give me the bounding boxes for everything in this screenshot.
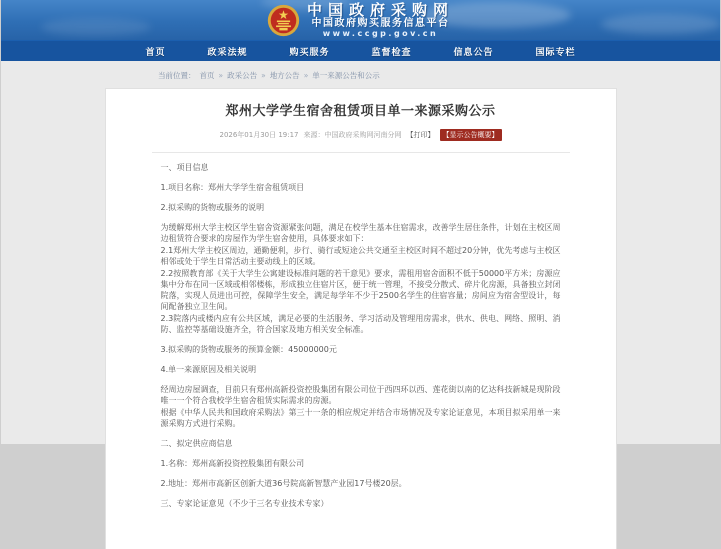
breadcrumb-link[interactable]: 政采公告	[227, 71, 258, 80]
nav-item[interactable]: 购买服务	[289, 47, 330, 58]
title-divider	[152, 152, 570, 153]
article-paragraph: 1.项目名称：郑州大学学生宿舍租赁项目	[160, 183, 305, 192]
article-paragraph: 二、拟定供应商信息	[160, 439, 233, 448]
article-paragraph: 3.拟采购的货物或服务的预算金额：45000000元	[160, 345, 337, 354]
breadcrumb-link[interactable]: 地方公告	[269, 71, 300, 80]
breadcrumb-links	[200, 70, 380, 81]
article-card	[105, 88, 617, 549]
breadcrumb-separator: »	[261, 71, 266, 80]
article-meta	[161, 129, 561, 141]
article-source: 来源：中国政府采购网河南分网	[303, 131, 402, 139]
breadcrumb-label: 当前位置：	[158, 71, 196, 80]
site-title: 中国政府采购网	[306, 0, 454, 19]
nav-item[interactable]: 信息公告	[453, 47, 494, 58]
article-paragraph: 2.3院落内或楼内应有公共区域，满足必要的生活服务、学习活动及管理用房需求，供水、供电、网络、照明、消防、监控等基础设施齐全，符合国家及地方相关安全标准。	[160, 314, 561, 334]
article-body	[161, 162, 561, 509]
breadcrumb	[1, 61, 720, 88]
article-paragraph: 2.地址：郑州市高新区创新大道36号院高新智慧产业园17号楼20层。	[160, 479, 407, 488]
national-emblem-icon	[267, 4, 300, 37]
breadcrumb-separator: »	[303, 71, 309, 80]
show-summary-button[interactable]: 【显示公告概要】	[440, 129, 502, 141]
article-paragraph: 2.2按照教育部《关于大学生公寓建设标准问题的若干意见》要求，需租用宿舍面积不低于50000平方米；房源应集中分布在同一区域或相邻楼栋，形成独立住宿片区，便于统一管理，不接受分散式、碎片化房源，具备独立封闭院落，实现人员进出可控，保障学生安全，满足每学年不少于2500名学生的住宿容量；房间应为宿舍型设计，每间配备独立卫生间。	[160, 269, 561, 311]
article-title: 郑州大学学生宿舍租赁项目单一来源采购公示	[225, 104, 496, 119]
print-button[interactable]: 【打印】	[406, 131, 435, 139]
nav-item[interactable]: 首页	[145, 47, 166, 58]
article-paragraph: 为缓解郑州大学主校区学生宿舍资源紧张问题，满足在校学生基本住宿需求，改善学生居住条件，计划在主校区周边租赁符合要求的房屋作为学生宿舍使用，具体要求如下：	[160, 223, 561, 243]
publish-datetime: 2026年01月30日 19:17	[219, 131, 299, 139]
article-paragraph: 4.单一来源原因及相关说明	[160, 365, 257, 374]
breadcrumb-link[interactable]: 首页	[199, 71, 215, 80]
nav-item[interactable]: 国际专栏	[535, 47, 576, 58]
article-paragraph: 一、项目信息	[160, 163, 209, 172]
site-url: www.ccgp.gov.cn	[322, 28, 439, 38]
article-paragraph: 根据《中华人民共和国政府采购法》第三十一条的相应规定并结合市场情况及专家论证意见，本项目拟采用单一来源采购方式进行采购。	[160, 408, 561, 428]
breadcrumb-separator: »	[218, 71, 224, 80]
breadcrumb-link[interactable]: 单一来源公告和公示	[312, 71, 380, 80]
page	[1, 0, 720, 508]
site-header	[1, 0, 720, 40]
site-titles	[307, 2, 454, 39]
site-logo[interactable]	[1, 0, 720, 40]
article-paragraph: 2.1郑州大学主校区周边，通勤便利，步行、骑行或短途公共交通至主校区时间不超过20分钟，优先考虑与主校区相邻或处于学生日常活动主要动线上的区域。	[160, 246, 561, 266]
article-paragraph: 经周边房屋调查，目前只有郑州高新投资控股集团有限公司位于西四环以西、莲花街以南的亿达科技新城是现阶段唯一一个符合我校学生宿舍租赁实际需求的房源。	[160, 385, 561, 405]
article-paragraph: 1.名称：郑州高新投资控股集团有限公司	[160, 459, 305, 468]
nav-item[interactable]: 监督检查	[371, 47, 412, 58]
main-nav	[1, 40, 720, 61]
site-subtitle: 中国政府购买服务信息平台	[311, 17, 450, 29]
article-paragraph: 三、专家论证意见（不少于三名专业技术专家）	[160, 499, 329, 508]
article-paragraph: 2.拟采购的货物或服务的说明	[160, 203, 265, 212]
nav-item[interactable]: 政采法规	[207, 47, 248, 58]
